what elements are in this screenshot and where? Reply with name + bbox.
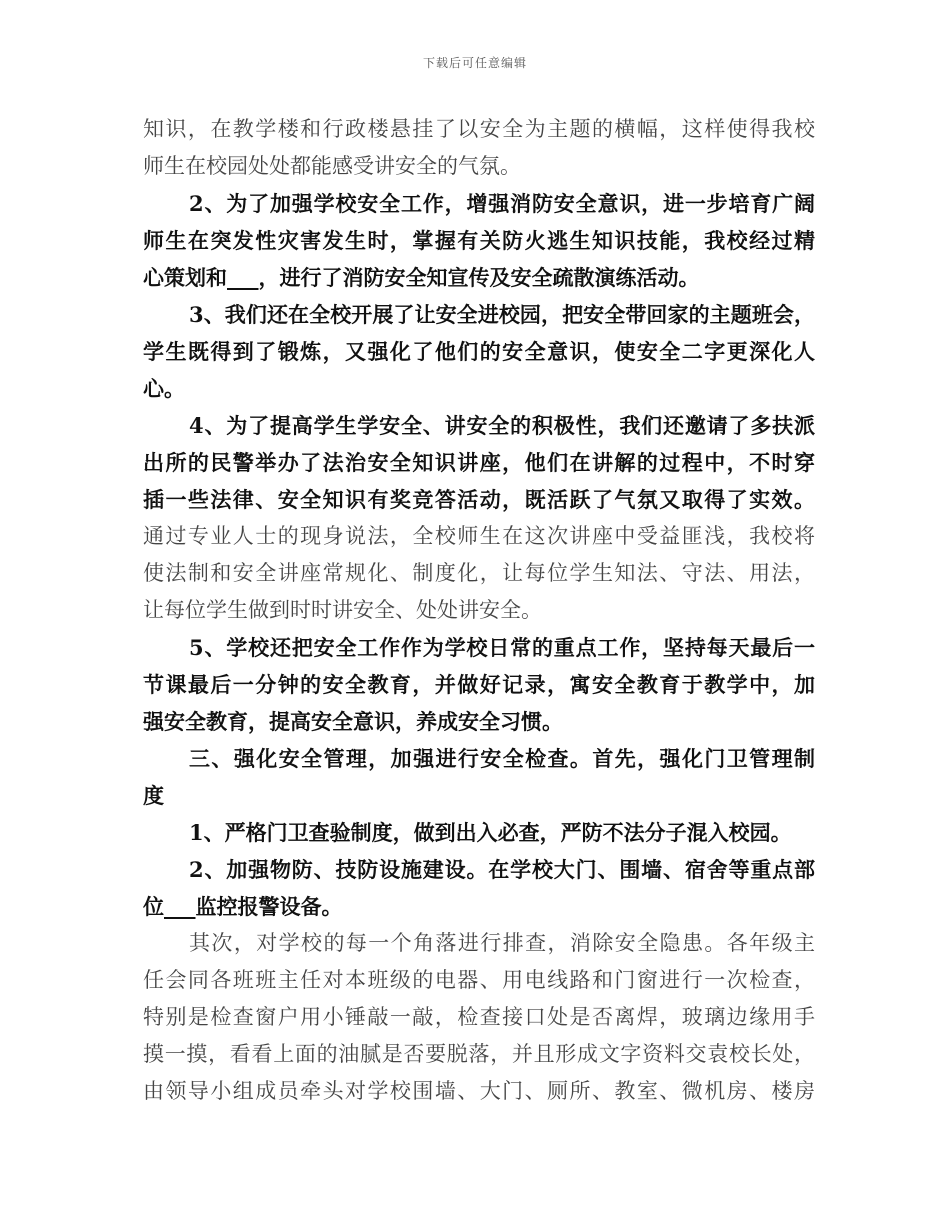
text-line: 由领导小组成员牵头对学校围墙、大门、厕所、教室、微机房、楼房: [143, 1079, 815, 1103]
text-line: 摸一摸，看看上面的油腻是否要脱落，并且形成文字资料交袁校长处，: [143, 1042, 815, 1066]
text-line: 位___监控报警设备。: [143, 894, 343, 919]
text-line: 1、严格门卫查验制度，做到出入必查，严防不法分子混入校园。: [189, 820, 792, 845]
text-line: 强安全教育，提高安全意识，养成安全习惯。: [143, 709, 563, 734]
text-line: 出所的民警举办了法治安全知识讲座，他们在讲解的过程中，不时穿: [143, 450, 815, 475]
text-line: 节课最后一分钟的安全教育，并做好记录，寓安全教育于教学中，加: [143, 672, 815, 697]
text-line: 5、学校还把安全工作作为学校日常的重点工作，坚持每天最后一: [189, 635, 815, 660]
text-line: 心策划和___，进行了消防安全知宣传及安全疏散演练活动。: [143, 265, 700, 290]
text-line: 2、为了加强学校安全工作，增强消防安全意识，进一步培育广阔: [189, 191, 815, 216]
text-line: 知识，在教学楼和行政楼悬挂了以安全为主题的横幅，这样使得我校: [143, 117, 815, 141]
text-line: 任会同各班班主任对本班级的电器、用电线路和门窗进行一次检查，: [143, 968, 815, 992]
text-line: 学生既得到了锻炼，又强化了他们的安全意识，使安全二字更深化人: [143, 339, 815, 364]
text-line: 使法制和安全讲座常规化、制度化，让每位学生知法、守法、用法，: [143, 561, 815, 585]
text-line: 让每位学生做到时时讲安全、处处讲安全。: [143, 598, 542, 622]
text-line: 师生在校园处处都能感受讲安全的气氛。: [143, 154, 521, 178]
page-header-note: 下载后可任意编辑: [422, 56, 527, 70]
text-line: 4、为了提高学生学安全、讲安全的积极性，我们还邀请了多扶派: [189, 413, 815, 438]
text-line: 其次，对学校的每一个角落进行排查，消除安全隐患。各年级主: [189, 931, 815, 955]
text-line: 心。: [143, 376, 185, 401]
text-line: 2、加强物防、技防设施建设。在学校大门、围墙、宿舍等重点部: [189, 857, 815, 882]
document-body: [143, 111, 815, 1110]
text-line: 度: [143, 783, 164, 808]
text-line: 插一些法律、安全知识有奖竞答活动，既活跃了气氛又取得了实效。: [143, 487, 815, 512]
text-line: 三、强化安全管理，加强进行安全检查。首先，强化门卫管理制: [189, 746, 815, 771]
text-line: 3、我们还在全校开展了让安全进校园，把安全带回家的主题班会，: [189, 302, 815, 327]
text-line: 特别是检查窗户用小锤敲一敲，检查接口处是否离焊，玻璃边缘用手: [143, 1005, 815, 1029]
text-line: 通过专业人士的现身说法，全校师生在这次讲座中受益匪浅，我校将: [143, 524, 815, 548]
text-line: 师生在突发性灾害发生时，掌握有关防火逃生知识技能，我校经过精: [143, 228, 815, 253]
